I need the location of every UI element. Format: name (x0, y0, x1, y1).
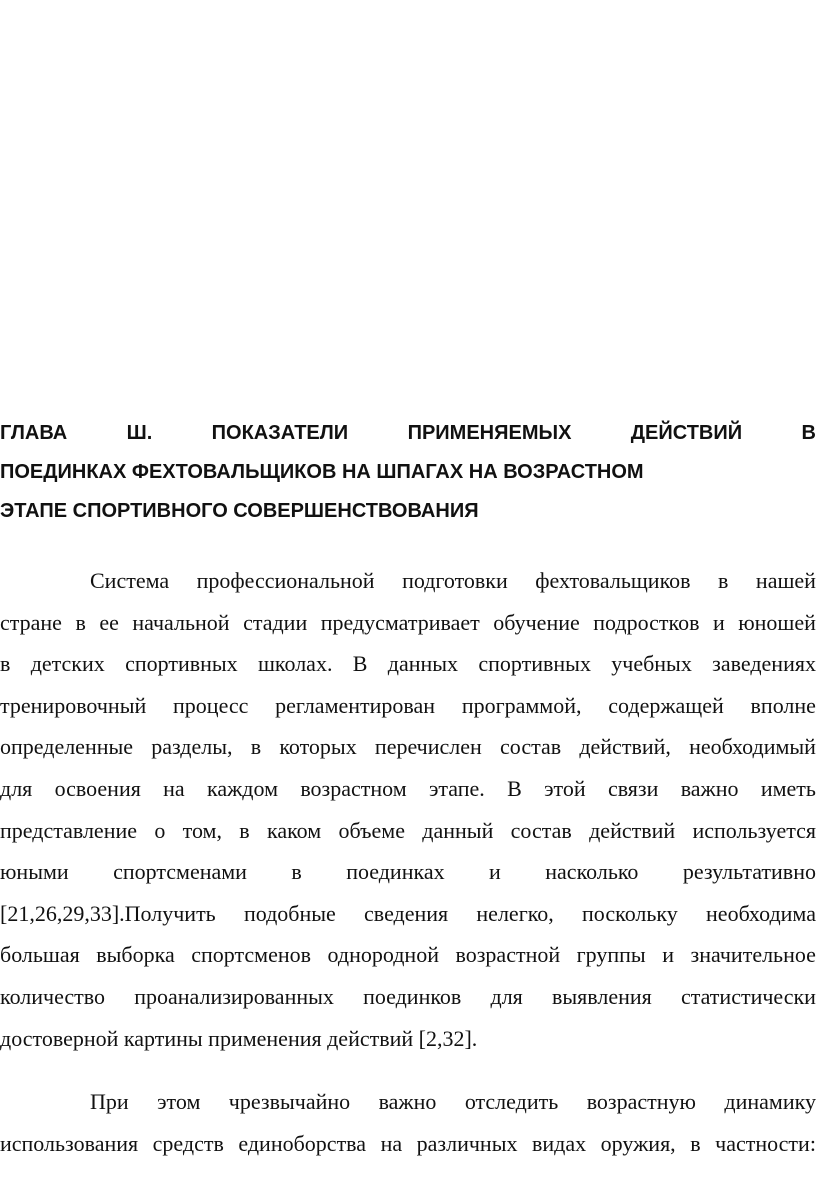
paragraph-line (0, 643, 816, 685)
paragraph-line (0, 976, 816, 1018)
word: и (489, 859, 501, 885)
word: необходимый (689, 734, 816, 760)
heading-line-2: ПОЕДИНКАХ ФЕХТОВАЛЬЩИКОВ НА ШПАГАХ НА ВОЗРАСТНОМ (0, 461, 644, 483)
paragraph-line (0, 560, 816, 602)
word: регламентирован (275, 692, 436, 718)
word: в (239, 817, 250, 843)
chapter-heading (0, 414, 816, 531)
word: действий (589, 817, 676, 843)
word: сведения (364, 900, 449, 926)
word: на (380, 1130, 403, 1156)
word: этой (544, 775, 586, 801)
paragraph-line (0, 768, 816, 810)
word: частности: (715, 1130, 816, 1156)
word: содержащей (608, 692, 724, 718)
word: в (718, 568, 729, 593)
word: этапе. (428, 775, 485, 801)
word: юными (0, 859, 69, 885)
word: насколько (545, 859, 639, 885)
heading-word: ДЕЙСТВИЙ (630, 422, 743, 444)
word: в (75, 609, 86, 635)
word: Система (90, 568, 170, 593)
heading-word: ПОКАЗАТЕЛИ (211, 422, 349, 444)
word: [21,26,29,33].Получить (0, 900, 216, 926)
word: каком (266, 817, 322, 843)
word: спортсменов (191, 942, 312, 968)
word: программой, (461, 692, 582, 718)
word: средств (152, 1130, 224, 1156)
word: подростков (593, 609, 700, 635)
word: нашей (755, 568, 816, 593)
word: процесс (173, 692, 249, 718)
word: для (490, 983, 523, 1009)
body-paragraph-2 (0, 1081, 816, 1164)
word: освоения (54, 775, 141, 801)
body-paragraph-1 (0, 560, 816, 1059)
paragraph-line (0, 726, 816, 768)
word: ее (99, 609, 119, 635)
paragraph-line (0, 1081, 816, 1123)
word: в (0, 651, 11, 677)
word: каждом (206, 775, 279, 801)
word: подобные (243, 900, 336, 926)
paragraph-line (0, 934, 816, 976)
word: фехтовальщиков (535, 568, 691, 593)
word: предусматривает (320, 609, 480, 635)
heading-line-3: ЭТАПЕ СПОРТИВНОГО СОВЕРШЕНСТВОВАНИЯ (0, 500, 479, 522)
word: важно (680, 775, 739, 801)
word: поединков (363, 983, 462, 1009)
word: учебных (611, 651, 692, 677)
heading-word: ПРИМЕНЯЕМЫХ (407, 422, 572, 444)
word: школах. (257, 651, 333, 677)
word: и (662, 942, 674, 968)
word: возрастной (455, 942, 561, 968)
word: нелегко, (476, 900, 554, 926)
word: единоборства (238, 1130, 367, 1156)
word: значительное (690, 942, 816, 968)
word: спортивных (125, 651, 238, 677)
word: поединках (346, 859, 445, 885)
word: связи (607, 775, 659, 801)
word: возрастном (300, 775, 407, 801)
word: которых (279, 734, 357, 760)
word: этом (157, 1089, 201, 1114)
paragraph-line (0, 851, 816, 893)
word: вполне (750, 692, 816, 718)
word: представление (0, 817, 138, 843)
paragraph-line (0, 1123, 816, 1165)
word: статистически (680, 983, 816, 1009)
word: стадии (243, 609, 308, 635)
word: используется (692, 817, 816, 843)
word: отследить (464, 1089, 559, 1114)
word: детских (30, 651, 105, 677)
heading-word: Ш. (126, 422, 153, 444)
word: юношей (738, 609, 816, 635)
word: подготовки (402, 568, 508, 593)
word: важно (378, 1089, 437, 1114)
word: возрастную (586, 1089, 696, 1114)
word: выборка (96, 942, 175, 968)
word: иметь (760, 775, 816, 801)
word: в (250, 734, 262, 760)
word: состав (500, 734, 562, 760)
word: стране (0, 609, 62, 635)
word: заведениях (712, 651, 816, 677)
word: определенные (0, 734, 134, 760)
word: и (712, 609, 725, 635)
word: тренировочный (0, 692, 147, 718)
word: При (90, 1089, 129, 1114)
heading-line-1 (0, 414, 816, 453)
paragraph-line (0, 810, 816, 852)
word: обучение (493, 609, 580, 635)
word: большая (0, 942, 80, 968)
word: проанализированных (134, 983, 334, 1009)
word: действий, (579, 734, 671, 760)
word: различных (416, 1130, 518, 1156)
word: спортивных (478, 651, 591, 677)
word: чрезвычайно (228, 1089, 351, 1114)
word: объеме (338, 817, 405, 843)
heading-word: ГЛАВА (0, 422, 68, 444)
word: о (154, 817, 166, 843)
word: профессиональной (196, 568, 375, 593)
heading-word: В (801, 422, 816, 444)
word: В (507, 775, 522, 801)
word: для (0, 775, 33, 801)
word: начальной (132, 609, 230, 635)
word: оружия, (600, 1130, 676, 1156)
word: спортсменами (113, 859, 247, 885)
word: результативно (682, 859, 816, 885)
paragraph-line (0, 685, 816, 727)
paragraph-line: достоверной картины применения действий [2,32]. (0, 1025, 478, 1051)
word: на (163, 775, 185, 801)
word: данных (387, 651, 459, 677)
word: необходима (706, 900, 816, 926)
word: выявления (551, 983, 652, 1009)
word: видах (532, 1130, 587, 1156)
word: разделы, (151, 734, 233, 760)
word: количество (0, 983, 106, 1009)
word: использования (0, 1130, 139, 1156)
word: данный (422, 817, 494, 843)
paragraph-line (0, 893, 816, 935)
word: в (690, 1130, 701, 1156)
paragraph-line (0, 602, 816, 644)
word: В (352, 651, 368, 677)
word: том, (182, 817, 222, 843)
word: поскольку (582, 900, 678, 926)
word: динамику (724, 1089, 816, 1114)
word: однородной (327, 942, 439, 968)
word: в (291, 859, 302, 885)
word: группы (576, 942, 646, 968)
word: состав (510, 817, 572, 843)
word: перечислен (374, 734, 482, 760)
